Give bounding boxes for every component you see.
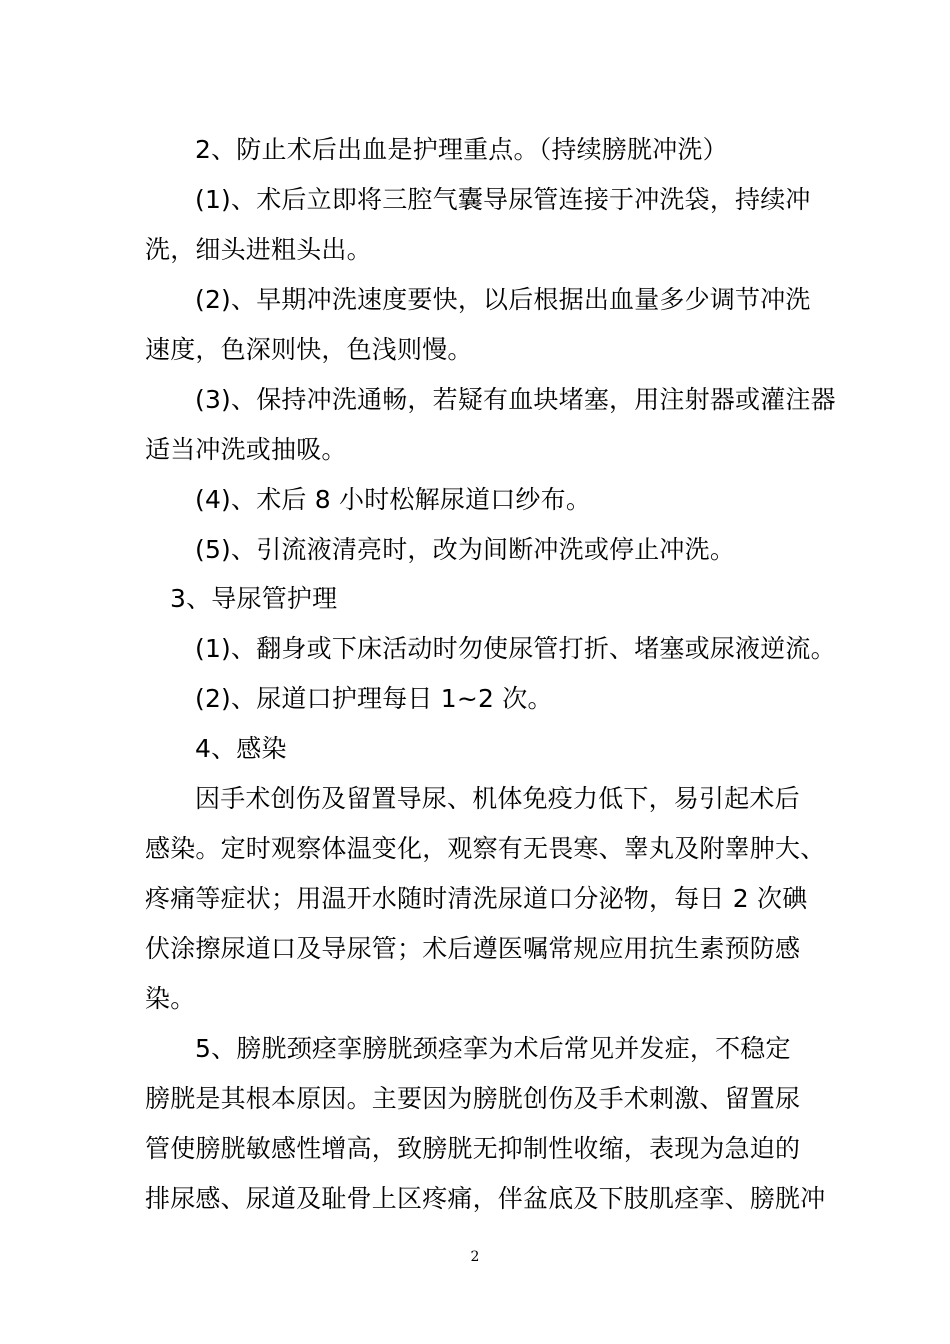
paragraph-line: (4)、术后 8 小时松解尿道口纱布。 (195, 485, 592, 514)
paragraph-line: 因手术创伤及留置导尿、机体免疫力低下，易引起术后 (195, 784, 800, 813)
paragraph-line: 膀胱是其根本原因。主要因为膀胱创伤及手术刺激、留置尿 (145, 1084, 801, 1113)
paragraph-line: 洗，细头进粗头出。 (145, 235, 372, 264)
page-number: 2 (470, 1249, 480, 1265)
paragraph-line: 染。 (145, 984, 196, 1013)
paragraph-line: (5)、引流液清亮时，改为间断冲洗或停止冲洗。 (195, 535, 736, 564)
section-4-heading: 4、感染 (195, 734, 287, 763)
paragraph-line: 疼痛等症状；用温开水随时清洗尿道口分泌物，每日 2 次碘 (145, 884, 808, 913)
section-2-heading: 2、防止术后出血是护理重点。（持续膀胱冲洗） (195, 135, 728, 164)
paragraph-line: (2)、尿道口护理每日 1~2 次。 (195, 684, 553, 713)
paragraph-line: (1)、翻身或下床活动时勿使尿管打折、堵塞或尿液逆流。 (195, 634, 836, 663)
paragraph-line: 感染。定时观察体温变化，观察有无畏寒、睾丸及附睾肿大、 (145, 834, 826, 863)
paragraph-line: 排尿感、尿道及耻骨上区疼痛，伴盆底及下肢肌痉挛、膀胱冲 (145, 1184, 826, 1213)
section-3-heading: 3、导尿管护理 (170, 584, 338, 613)
paragraph-line: 伏涂擦尿道口及导尿管；术后遵医嘱常规应用抗生素预防感 (145, 934, 801, 963)
section-5-heading: 5、膀胱颈痉挛膀胱颈痉挛为术后常见并发症，不稳定 (195, 1034, 791, 1063)
paragraph-line: (1)、术后立即将三腔气囊导尿管连接于冲洗袋，持续冲 (195, 185, 811, 214)
paragraph-line: 管使膀胱敏感性增高，致膀胱无抑制性收缩，表现为急迫的 (145, 1134, 801, 1163)
paragraph-line: (2)、早期冲洗速度要快，以后根据出血量多少调节冲洗 (195, 285, 811, 314)
paragraph-line: 速度，色深则快，色浅则慢。 (145, 335, 473, 364)
paragraph-line: 适当冲洗或抽吸。 (145, 435, 347, 464)
paragraph-line: (3)、保持冲洗通畅，若疑有血块堵塞，用注射器或灌注器 (195, 385, 836, 414)
